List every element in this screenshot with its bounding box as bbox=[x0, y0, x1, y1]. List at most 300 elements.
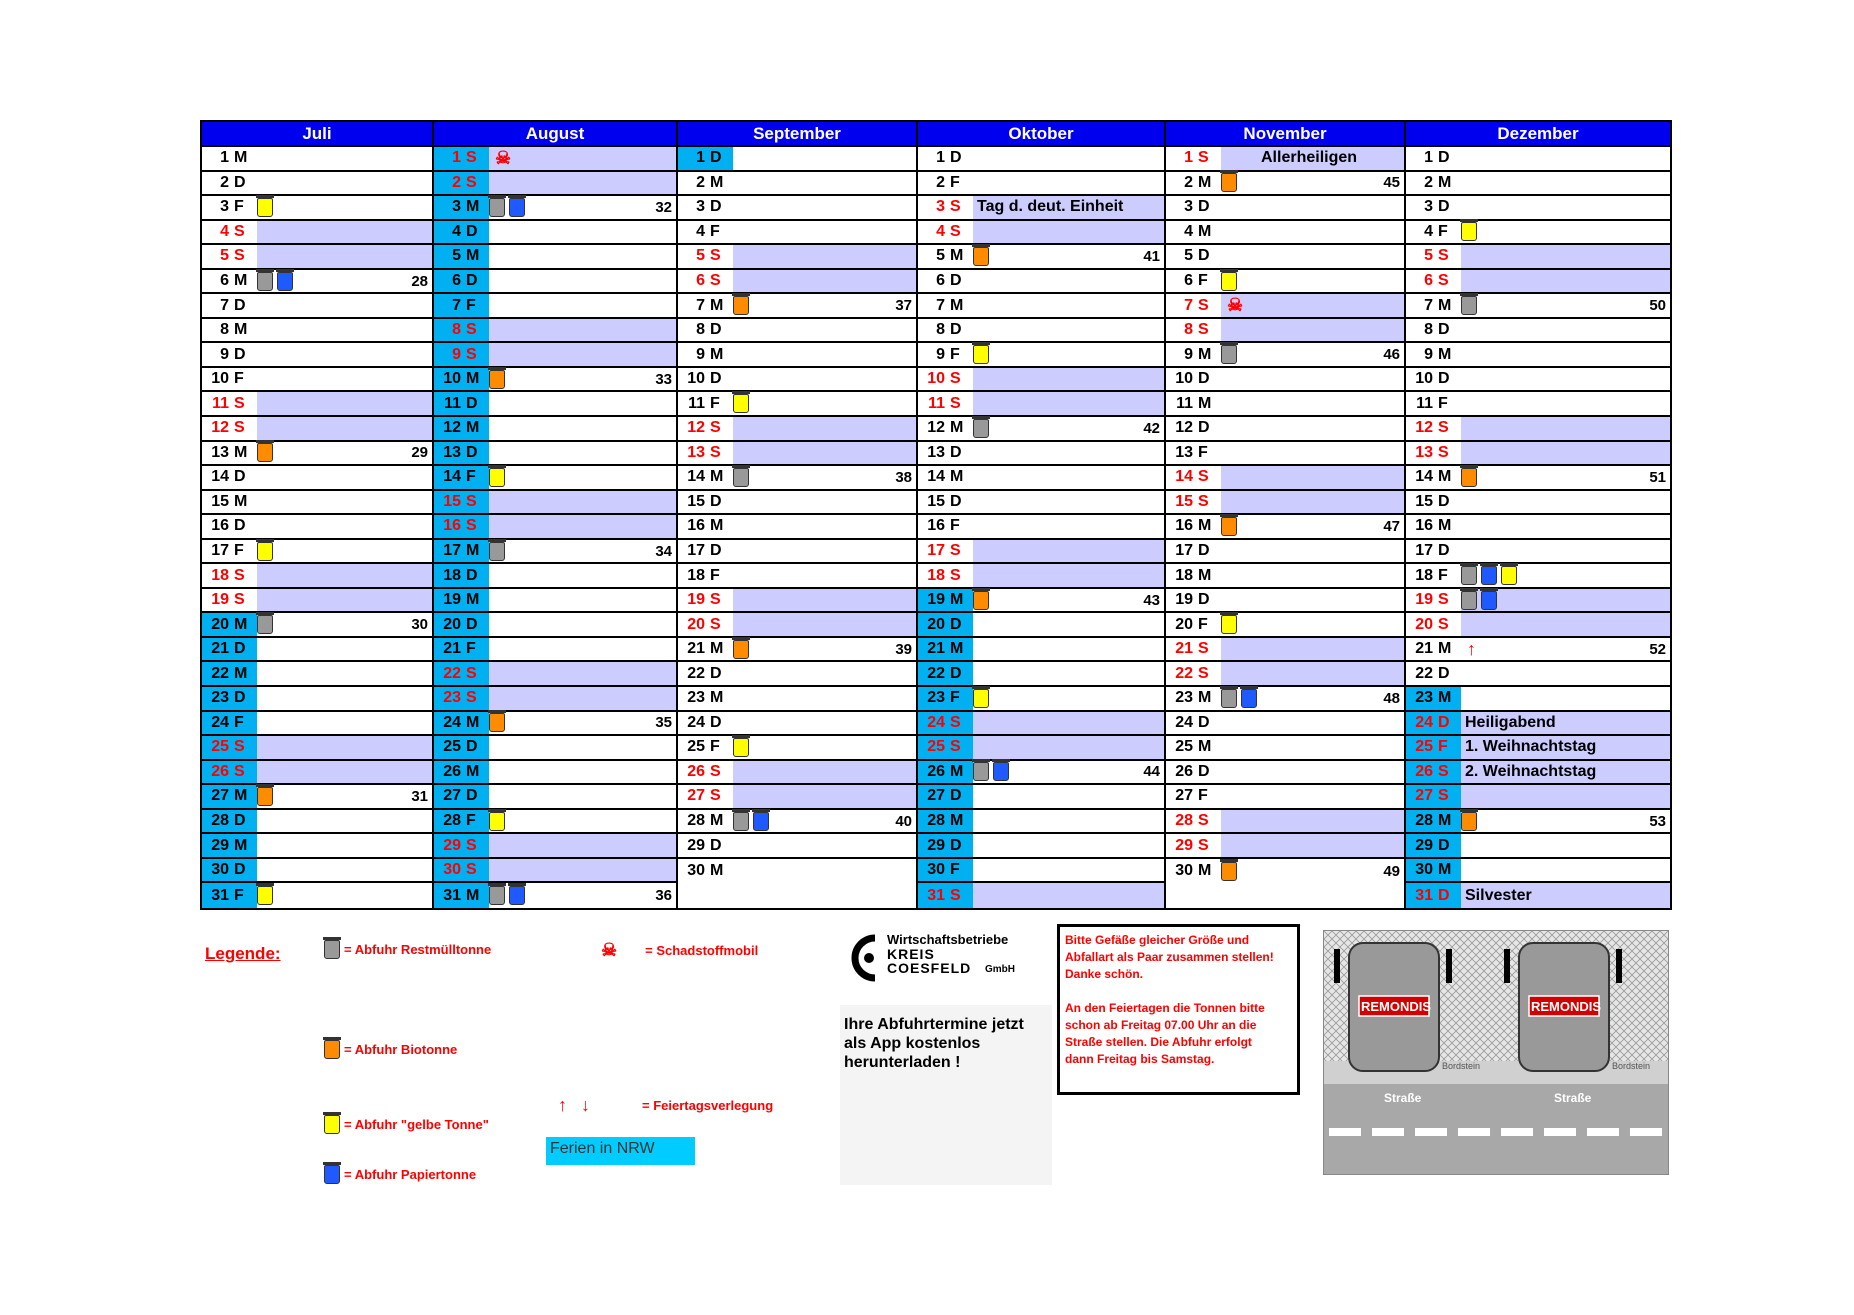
day-number: 6 bbox=[936, 272, 945, 289]
weekday-letter: M bbox=[710, 345, 724, 363]
day-row bbox=[918, 589, 1164, 614]
day-number: 28 bbox=[211, 812, 229, 830]
weekday-letter: M bbox=[950, 419, 964, 437]
day-row bbox=[1406, 613, 1670, 638]
weekday-letter: F bbox=[234, 198, 244, 216]
day-content bbox=[733, 466, 916, 489]
day-number: 14 bbox=[1415, 468, 1433, 486]
weekday-letter: F bbox=[950, 345, 960, 363]
weekday-letter: M bbox=[710, 296, 724, 314]
weekday-letter: M bbox=[710, 468, 724, 486]
day-cell bbox=[434, 564, 489, 587]
day-content bbox=[257, 294, 432, 317]
day-row bbox=[918, 883, 1164, 908]
skull-icon: ☠ bbox=[601, 940, 618, 960]
day-cell bbox=[202, 613, 257, 636]
day-cell bbox=[434, 761, 489, 784]
day-content bbox=[1461, 392, 1670, 415]
day-row bbox=[1166, 785, 1404, 810]
day-content bbox=[733, 343, 916, 366]
day-number: 26 bbox=[211, 762, 229, 780]
day-row bbox=[1166, 442, 1404, 467]
day-row bbox=[918, 245, 1164, 270]
weekday-letter: S bbox=[234, 566, 245, 584]
week-number: 52 bbox=[1649, 640, 1666, 658]
day-content bbox=[733, 417, 916, 440]
day-row bbox=[202, 319, 432, 344]
day-cell bbox=[1166, 662, 1221, 685]
weekday-letter: S bbox=[1198, 296, 1209, 314]
day-number: 15 bbox=[927, 492, 945, 510]
day-cell bbox=[434, 834, 489, 857]
week-number: 48 bbox=[1383, 689, 1400, 707]
day-number: 4 bbox=[696, 222, 705, 240]
day-cell bbox=[1406, 294, 1461, 317]
day-content bbox=[1461, 638, 1670, 661]
month-column bbox=[434, 122, 678, 908]
weekday-letter: M bbox=[1438, 517, 1452, 535]
day-cell bbox=[1166, 270, 1221, 293]
weekday-letter: M bbox=[710, 173, 724, 191]
day-number: 14 bbox=[211, 468, 229, 486]
day-cell bbox=[1406, 785, 1461, 808]
day-number: 12 bbox=[927, 419, 945, 437]
day-number: 20 bbox=[211, 615, 229, 633]
day-cell bbox=[1406, 442, 1461, 465]
month-column bbox=[678, 122, 918, 908]
day-cell bbox=[202, 859, 257, 882]
day-row bbox=[202, 761, 432, 786]
grey-bin-icon bbox=[1461, 566, 1477, 585]
weekday-letter: M bbox=[234, 836, 248, 854]
weekday-letter: F bbox=[1198, 443, 1208, 461]
day-cell bbox=[678, 270, 733, 293]
day-content bbox=[973, 319, 1164, 342]
day-cell bbox=[202, 687, 257, 710]
day-number: 9 bbox=[936, 345, 945, 363]
weekday-letter: D bbox=[710, 542, 722, 560]
day-cell bbox=[202, 442, 257, 465]
day-content bbox=[257, 564, 432, 587]
day-row bbox=[918, 417, 1164, 442]
company-logo: Wirtschaftsbetriebe KREIS COESFELD GmbH bbox=[845, 930, 1055, 990]
day-cell bbox=[678, 687, 733, 710]
day-content bbox=[1461, 147, 1670, 170]
weekday-letter: F bbox=[710, 738, 720, 756]
day-number: 14 bbox=[687, 468, 705, 486]
day-row bbox=[678, 834, 916, 859]
day-cell bbox=[434, 466, 489, 489]
day-content bbox=[973, 810, 1164, 833]
legend-ferien: Ferien in NRW bbox=[546, 1137, 695, 1165]
week-number: 41 bbox=[1143, 247, 1160, 265]
legend-gelb: = Abfuhr "gelbe Tonne" bbox=[324, 1115, 489, 1134]
day-content bbox=[973, 270, 1164, 293]
day-row bbox=[1166, 638, 1404, 663]
day-number: 4 bbox=[220, 222, 229, 240]
day-number: 24 bbox=[443, 713, 461, 731]
day-row bbox=[434, 834, 676, 859]
legend bbox=[200, 930, 900, 1210]
blue-bin-icon bbox=[993, 762, 1009, 781]
day-content bbox=[733, 540, 916, 563]
day-cell bbox=[434, 442, 489, 465]
day-cell bbox=[918, 319, 973, 342]
orange-bin-icon bbox=[1221, 862, 1237, 881]
weekday-letter: D bbox=[234, 861, 246, 879]
day-content bbox=[489, 883, 676, 908]
day-content bbox=[257, 638, 432, 661]
day-content bbox=[1461, 368, 1670, 391]
day-cell bbox=[434, 712, 489, 735]
day-number: 21 bbox=[927, 640, 945, 658]
day-number: 17 bbox=[687, 542, 705, 560]
day-cell bbox=[202, 196, 257, 219]
weekday-letter: F bbox=[950, 689, 960, 707]
day-number: 2 bbox=[696, 173, 705, 191]
weekday-letter: D bbox=[710, 149, 722, 167]
day-content bbox=[257, 540, 432, 563]
day-number: 17 bbox=[1415, 542, 1433, 560]
day-content bbox=[733, 196, 916, 219]
day-content bbox=[489, 172, 676, 195]
weekday-letter: M bbox=[466, 542, 480, 560]
day-row bbox=[1406, 172, 1670, 197]
day-row bbox=[434, 613, 676, 638]
day-row bbox=[678, 687, 916, 712]
weekday-letter: S bbox=[234, 762, 245, 780]
day-content bbox=[257, 589, 432, 612]
weekday-letter: M bbox=[466, 419, 480, 437]
weekday-letter: F bbox=[950, 861, 960, 879]
day-cell bbox=[1166, 687, 1221, 710]
grey-bin-icon bbox=[257, 272, 273, 291]
weekday-letter: D bbox=[950, 615, 962, 633]
day-content bbox=[489, 810, 676, 833]
day-cell bbox=[918, 147, 973, 170]
road-label: Straße bbox=[1384, 1091, 1422, 1105]
weekday-letter: M bbox=[466, 370, 480, 388]
day-cell bbox=[1166, 515, 1221, 538]
day-row bbox=[202, 294, 432, 319]
curb-label: Bordstein bbox=[1442, 1061, 1481, 1071]
weekday-letter: M bbox=[466, 247, 480, 265]
holiday-label: Allerheiligen bbox=[1261, 149, 1358, 167]
day-content bbox=[257, 392, 432, 415]
day-number: 9 bbox=[220, 345, 229, 363]
day-row bbox=[1166, 368, 1404, 393]
day-number: 11 bbox=[212, 394, 229, 412]
day-number: 11 bbox=[1176, 394, 1193, 412]
day-number: 11 bbox=[1416, 394, 1433, 412]
day-row bbox=[918, 859, 1164, 884]
day-content bbox=[1461, 221, 1670, 244]
day-row bbox=[918, 172, 1164, 197]
day-cell bbox=[1166, 834, 1221, 857]
day-cell bbox=[434, 196, 489, 219]
day-number: 2 bbox=[220, 173, 229, 191]
weekday-letter: S bbox=[710, 272, 721, 289]
day-number: 5 bbox=[936, 247, 945, 265]
day-cell bbox=[434, 662, 489, 685]
day-content bbox=[257, 785, 432, 808]
day-number: 18 bbox=[211, 566, 229, 584]
day-row bbox=[1166, 147, 1404, 172]
day-row bbox=[678, 442, 916, 467]
day-number: 17 bbox=[211, 542, 229, 560]
day-row bbox=[1406, 245, 1670, 270]
holiday-label: 1. Weihnachtstag bbox=[1465, 738, 1597, 756]
day-row bbox=[1406, 515, 1670, 540]
day-number: 20 bbox=[927, 615, 945, 633]
day-cell bbox=[1406, 417, 1461, 440]
day-cell bbox=[1406, 859, 1461, 882]
day-content bbox=[1221, 564, 1404, 587]
weekday-letter: M bbox=[234, 272, 248, 289]
day-cell bbox=[202, 172, 257, 195]
day-content bbox=[1221, 736, 1404, 759]
day-content bbox=[733, 613, 916, 636]
grey-bin-icon bbox=[973, 762, 989, 781]
day-cell bbox=[678, 613, 733, 636]
day-number: 23 bbox=[687, 689, 705, 707]
day-content bbox=[1461, 319, 1670, 342]
day-number: 13 bbox=[927, 443, 945, 461]
day-content bbox=[733, 442, 916, 465]
week-number: 36 bbox=[655, 887, 672, 905]
day-row bbox=[1166, 491, 1404, 516]
weekday-letter: S bbox=[710, 419, 721, 437]
day-cell bbox=[434, 589, 489, 612]
day-row bbox=[678, 392, 916, 417]
day-content bbox=[1221, 785, 1404, 808]
weekday-letter: S bbox=[1198, 468, 1209, 486]
day-row bbox=[918, 785, 1164, 810]
day-row bbox=[918, 687, 1164, 712]
day-cell bbox=[1406, 761, 1461, 784]
day-content bbox=[1221, 712, 1404, 735]
day-number: 25 bbox=[211, 738, 229, 756]
day-number: 16 bbox=[927, 517, 945, 535]
day-content bbox=[257, 221, 432, 244]
day-cell bbox=[1166, 172, 1221, 195]
day-cell bbox=[1406, 638, 1461, 661]
day-number: 31 bbox=[1415, 886, 1433, 904]
day-cell bbox=[918, 540, 973, 563]
day-row bbox=[1166, 319, 1404, 344]
orange-bin-icon bbox=[489, 370, 505, 389]
day-content bbox=[1221, 270, 1404, 293]
day-row bbox=[1406, 540, 1670, 565]
grey-bin-icon bbox=[489, 542, 505, 561]
day-content bbox=[973, 736, 1164, 759]
day-number: 26 bbox=[687, 762, 705, 780]
app-promo: Ihre Abfuhrtermine jetzt als App kostenlos herunterladen ! bbox=[840, 1005, 1052, 1185]
day-number: 24 bbox=[927, 713, 945, 731]
day-content bbox=[1221, 540, 1404, 563]
day-cell bbox=[918, 196, 973, 219]
orange-bin-icon bbox=[733, 296, 749, 315]
day-row bbox=[1166, 343, 1404, 368]
week-number: 39 bbox=[895, 640, 912, 658]
day-row bbox=[434, 417, 676, 442]
day-row bbox=[918, 147, 1164, 172]
grey-bin-icon bbox=[489, 198, 505, 217]
grey-bin-icon bbox=[973, 419, 989, 438]
weekday-letter: M bbox=[466, 762, 480, 780]
day-cell bbox=[434, 638, 489, 661]
day-row bbox=[202, 147, 432, 172]
road-label: Straße bbox=[1554, 1091, 1592, 1105]
day-content bbox=[1461, 196, 1670, 219]
day-content bbox=[489, 343, 676, 366]
day-cell bbox=[202, 491, 257, 514]
day-row bbox=[678, 589, 916, 614]
day-cell bbox=[678, 761, 733, 784]
day-number: 24 bbox=[211, 713, 229, 731]
day-content bbox=[1221, 589, 1404, 612]
day-row bbox=[918, 294, 1164, 319]
day-cell bbox=[202, 221, 257, 244]
street-illustration bbox=[1323, 930, 1669, 1175]
day-row bbox=[434, 442, 676, 467]
weekday-letter: D bbox=[234, 468, 246, 486]
day-cell bbox=[202, 810, 257, 833]
day-content bbox=[733, 761, 916, 784]
weekday-letter: M bbox=[1438, 173, 1452, 191]
weekday-letter: S bbox=[1438, 591, 1449, 609]
weekday-letter: D bbox=[1198, 591, 1210, 609]
day-row bbox=[918, 466, 1164, 491]
day-content bbox=[1461, 785, 1670, 808]
day-cell bbox=[1166, 221, 1221, 244]
day-row bbox=[1406, 785, 1670, 810]
weekday-letter: M bbox=[950, 812, 964, 830]
day-number: 16 bbox=[1175, 517, 1193, 535]
day-row bbox=[918, 221, 1164, 246]
day-row bbox=[1406, 638, 1670, 663]
grey-bin-icon bbox=[489, 886, 505, 905]
day-cell bbox=[1406, 736, 1461, 759]
day-row bbox=[1166, 859, 1404, 884]
day-cell bbox=[1406, 466, 1461, 489]
day-content bbox=[973, 515, 1164, 538]
weekday-letter: S bbox=[466, 492, 477, 510]
day-row bbox=[678, 368, 916, 393]
month-header: September bbox=[678, 122, 916, 147]
weekday-letter: D bbox=[466, 738, 478, 756]
week-number: 34 bbox=[655, 542, 672, 560]
week-number: 32 bbox=[655, 198, 672, 216]
day-row bbox=[678, 859, 916, 884]
month-header: Oktober bbox=[918, 122, 1164, 147]
day-number: 22 bbox=[687, 664, 705, 682]
day-number: 6 bbox=[220, 272, 229, 289]
weekday-letter: M bbox=[234, 321, 248, 339]
holiday-label: Heiligabend bbox=[1465, 713, 1556, 731]
weekday-letter: S bbox=[1438, 272, 1449, 289]
day-number: 13 bbox=[443, 443, 461, 461]
day-cell bbox=[434, 417, 489, 440]
day-content bbox=[1221, 662, 1404, 685]
remondis-label: REMONDIS bbox=[1361, 999, 1432, 1014]
day-number: 19 bbox=[687, 591, 705, 609]
day-number: 8 bbox=[936, 321, 945, 339]
weekday-letter: D bbox=[234, 640, 246, 658]
day-content bbox=[973, 662, 1164, 685]
day-number: 26 bbox=[1175, 762, 1193, 780]
day-row bbox=[1166, 270, 1404, 295]
day-content bbox=[973, 392, 1164, 415]
weekday-letter: S bbox=[710, 443, 721, 461]
weekday-letter: S bbox=[234, 591, 245, 609]
day-number: 10 bbox=[1175, 370, 1193, 388]
day-row bbox=[434, 859, 676, 884]
day-content bbox=[1221, 294, 1404, 317]
day-row bbox=[678, 662, 916, 687]
day-cell bbox=[434, 294, 489, 317]
day-content bbox=[489, 466, 676, 489]
day-content bbox=[489, 270, 676, 293]
day-row bbox=[434, 196, 676, 221]
weekday-letter: S bbox=[950, 738, 961, 756]
blue-bin-icon bbox=[509, 886, 525, 905]
day-content bbox=[1461, 294, 1670, 317]
weekday-letter: D bbox=[1438, 713, 1450, 731]
day-row bbox=[202, 834, 432, 859]
day-number: 9 bbox=[696, 345, 705, 363]
day-row bbox=[1406, 761, 1670, 786]
week-number: 35 bbox=[655, 714, 672, 732]
day-cell bbox=[918, 417, 973, 440]
day-cell bbox=[678, 442, 733, 465]
day-content bbox=[1461, 687, 1670, 710]
day-cell bbox=[202, 540, 257, 563]
day-content bbox=[257, 368, 432, 391]
weekday-letter: F bbox=[1438, 394, 1448, 412]
week-number: 46 bbox=[1383, 346, 1400, 364]
day-number: 16 bbox=[1415, 517, 1433, 535]
weekday-letter: S bbox=[950, 566, 961, 584]
day-row bbox=[1406, 319, 1670, 344]
weekday-letter: S bbox=[466, 664, 477, 682]
month-header: Juli bbox=[202, 122, 432, 147]
day-cell bbox=[1406, 662, 1461, 685]
day-row bbox=[1406, 392, 1670, 417]
weekday-letter: S bbox=[710, 762, 721, 780]
day-number: 19 bbox=[1415, 591, 1433, 609]
day-number: 13 bbox=[1415, 443, 1433, 461]
day-content bbox=[733, 834, 916, 857]
day-content bbox=[489, 834, 676, 857]
day-row bbox=[1406, 712, 1670, 737]
day-cell bbox=[434, 172, 489, 195]
weekday-letter: F bbox=[1198, 272, 1208, 289]
day-row bbox=[1406, 687, 1670, 712]
legend-schadstoff: ☠ = Schadstoffmobil bbox=[601, 940, 759, 960]
day-number: 1 bbox=[696, 149, 705, 167]
day-row bbox=[678, 172, 916, 197]
day-number: 6 bbox=[452, 272, 461, 289]
day-number: 22 bbox=[211, 664, 229, 682]
day-row bbox=[1166, 736, 1404, 761]
weekday-letter: S bbox=[1438, 787, 1449, 805]
day-number: 31 bbox=[211, 886, 229, 904]
day-row bbox=[678, 564, 916, 589]
day-row bbox=[434, 638, 676, 663]
day-cell bbox=[434, 392, 489, 415]
day-cell bbox=[434, 613, 489, 636]
